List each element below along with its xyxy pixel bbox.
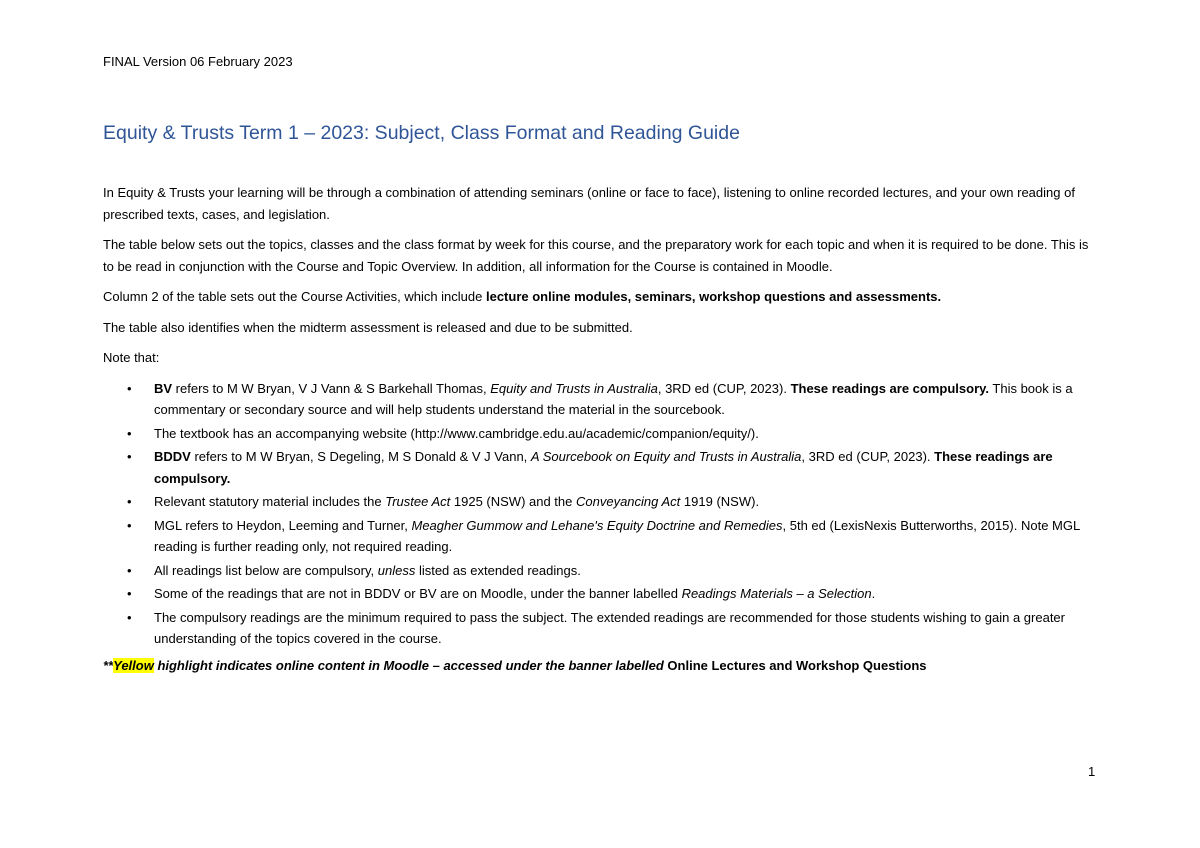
list-item-minimum xyxy=(103,607,1098,650)
midterm-paragraph: The table also identifies when the midterm assessment is released and due to be submitted. xyxy=(103,319,633,335)
bv-compulsory: These readings are compulsory. xyxy=(790,380,990,396)
statutory-end: 1919 (NSW). xyxy=(680,494,760,509)
bddv-abbrev: BDDV xyxy=(154,449,191,464)
bddv-edition: , 3RD ed (CUP, 2023). xyxy=(801,449,935,464)
bv-book-title: Equity and Trusts in Australia xyxy=(490,380,658,396)
yellow-highlight-word: Yellow xyxy=(113,657,154,673)
mgl-authors: MGL refers to Heydon, Leeming and Turner, xyxy=(154,517,412,533)
readings-banner-name: Readings Materials – a Selection xyxy=(681,586,872,601)
note-middle: highlight indicates online content in Moodle – accessed under the banner labelled xyxy=(153,657,668,673)
conveyancing-act: Conveyancing Act xyxy=(576,494,681,509)
list-item-website xyxy=(103,423,1098,445)
website-text: The textbook has an accompanying website (http://www.cambridge.edu.au/academic/companion/equity/). xyxy=(154,425,759,441)
list-item-statutory xyxy=(103,491,1098,513)
bv-description: This book is a commentary or secondary source and will help students understand the material in the sourcebook. xyxy=(154,380,1073,417)
bddv-book-title: A Sourcebook on Equity and Trusts in Australia xyxy=(530,449,802,464)
moodle-readings-text: Some of the readings that are not in BDDV or BV are on Moodle, under the banner labelled xyxy=(154,586,682,601)
note-that-label: Note that: xyxy=(103,350,160,365)
trustee-act: Trustee Act xyxy=(385,494,451,509)
list-item-bv xyxy=(103,378,1098,421)
list-item-moodle-readings xyxy=(103,583,1098,605)
statutory-text: Relevant statutory material includes the xyxy=(154,494,386,509)
notes-list xyxy=(103,378,1098,650)
mgl-description: , 5th ed (LexisNexis Butterworths, 2015). Note MGL reading is further reading only, not required reading. xyxy=(154,517,1080,554)
unless-word: unless xyxy=(377,562,416,578)
document-body xyxy=(103,182,1098,685)
note-prefix: ** xyxy=(103,657,114,673)
page-title: Equity & Trusts Term 1 – 2023: Subject, Class Format and Reading Guide xyxy=(103,122,740,144)
compulsory-text: All readings list below are compulsory, xyxy=(154,562,378,578)
course-activities-paragraph xyxy=(103,286,1098,308)
highlight-note xyxy=(103,655,1098,677)
moodle-readings-end: . xyxy=(871,586,876,601)
minimum-text: The compulsory readings are the minimum required to pass the subject. The extended readings are recommended for those students wishing to gain a greater understanding of the topics covered in the course. xyxy=(154,609,1065,646)
bddv-compulsory: These readings are compulsory. xyxy=(154,449,1053,486)
list-item-compulsory xyxy=(103,560,1098,582)
course-activities-bold: lecture online modules, seminars, workshop questions and assessments. xyxy=(485,289,942,304)
intro-paragraph: In Equity & Trusts your learning will be through a combination of attending seminars (online or face to face), listening to online recorded lectures, and your own reading of prescribed texts, cases, and legislation. xyxy=(103,185,1075,222)
online-lectures-banner-name: Online Lectures and Workshop Questions xyxy=(667,657,927,673)
statutory-middle: 1925 (NSW) and the xyxy=(450,494,576,509)
list-item-mgl xyxy=(103,515,1098,558)
table-overview-paragraph: The table below sets out the topics, classes and the class format by week for this course, and the preparatory work for each topic and when it is required to be done. This is to be read in conjunction with the Course and Topic Overview. In addition, all information for the Course is contained in Moodle. xyxy=(103,237,1089,274)
version-header: FINAL Version 06 February 2023 xyxy=(103,54,293,69)
bv-authors: refers to M W Bryan, V J Vann & S Barkehall Thomas, xyxy=(172,380,491,396)
page-number: 1 xyxy=(1088,764,1096,779)
bv-edition: , 3RD ed (CUP, 2023). xyxy=(657,380,791,396)
list-item-bddv xyxy=(103,446,1098,489)
compulsory-end: listed as extended readings. xyxy=(415,562,581,578)
bddv-authors: refers to M W Bryan, S Degeling, M S Donald & V J Vann, xyxy=(190,449,531,464)
mgl-book-title: Meagher Gummow and Lehane's Equity Doctrine and Remedies xyxy=(411,517,783,533)
course-activities-text: Column 2 of the table sets out the Course Activities, which include xyxy=(103,289,486,304)
bv-abbrev: BV xyxy=(154,380,173,396)
